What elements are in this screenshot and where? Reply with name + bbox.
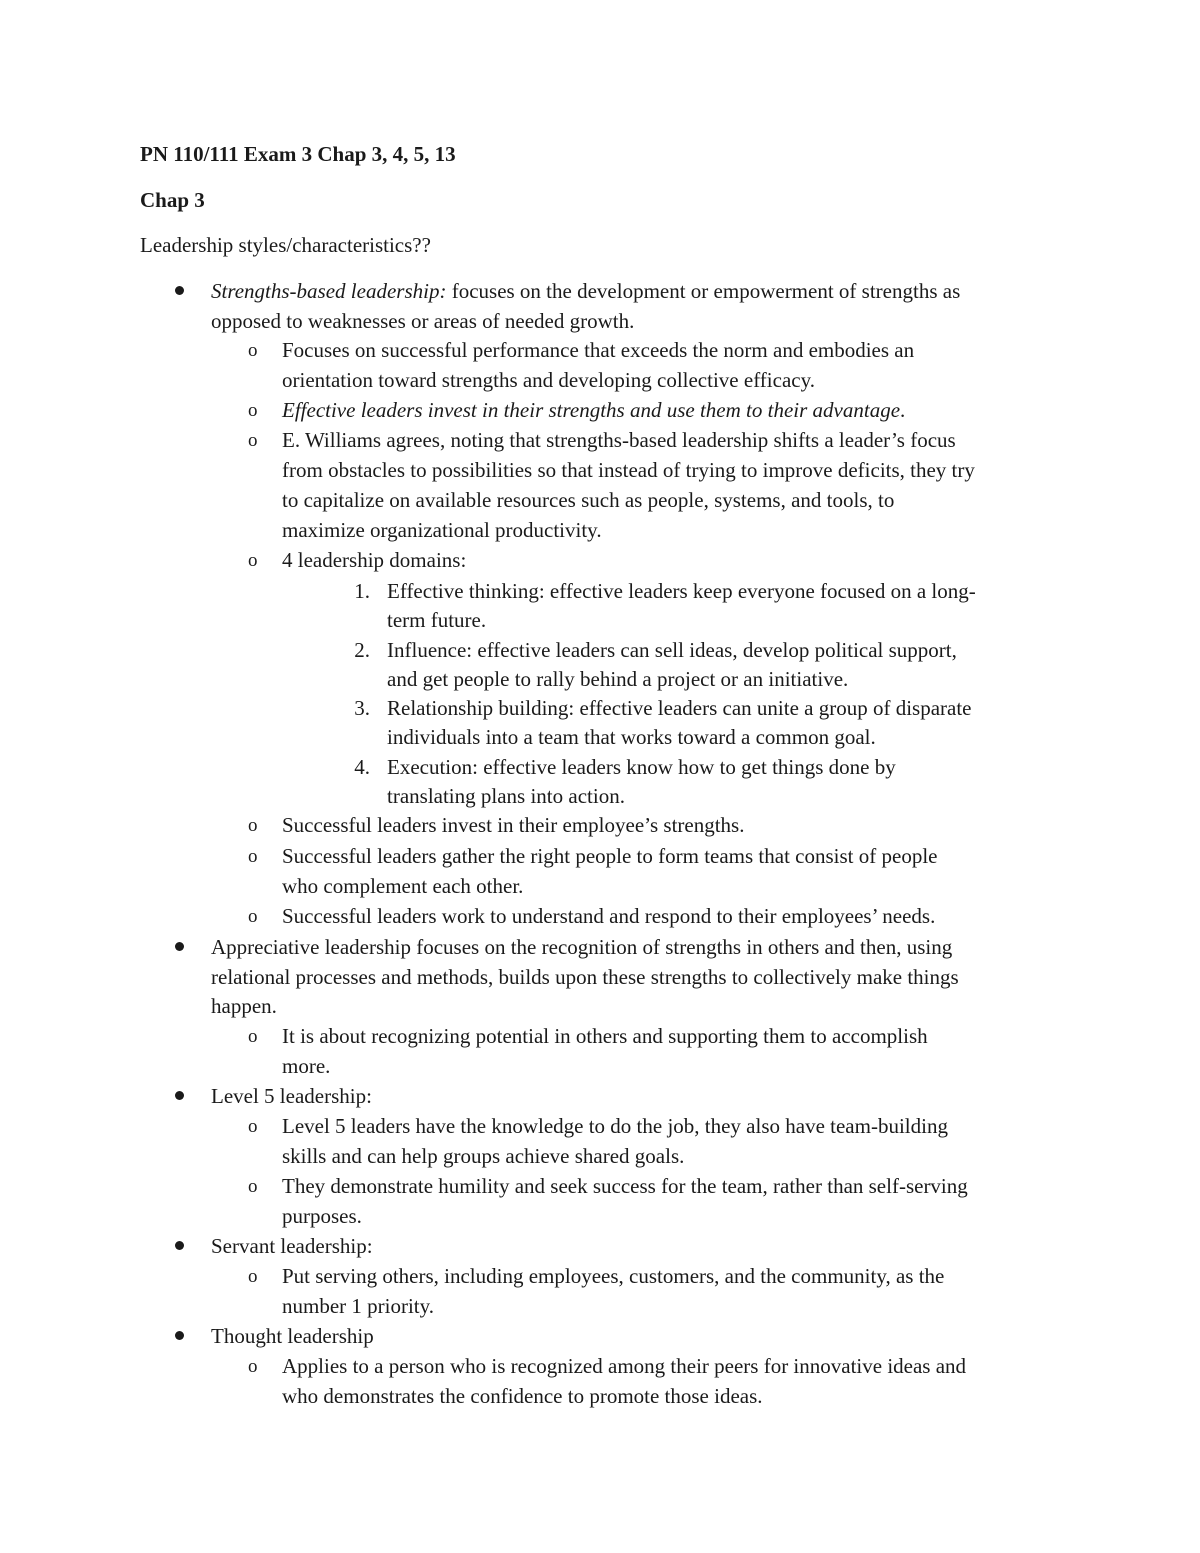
strengths-sub3-line-1: E. Williams agrees, noting that strengths-based leadership shifts a leader’s focus — [282, 428, 956, 452]
strengths-def-line-1 — [211, 276, 960, 306]
domain-number-2: 2. — [354, 638, 370, 662]
strengths-def-line-2: opposed to weaknesses or areas of needed growth. — [211, 309, 635, 333]
domain-number-3: 3. — [354, 696, 370, 720]
domain-4-line-1: Execution: effective leaders know how to get things done by — [387, 755, 896, 779]
bullet-icon — [175, 942, 184, 951]
appreciative-sub1-line-2: more. — [282, 1054, 331, 1078]
servant-sub1-line-1: Put serving others, including employees, customers, and the community, as the — [282, 1264, 945, 1288]
sub-bullet-icon: o — [248, 550, 258, 571]
domain-2-line-1: Influence: effective leaders can sell ideas, develop political support, — [387, 638, 957, 662]
sub-bullet-icon: o — [248, 340, 258, 361]
domain-number-4: 4. — [354, 755, 370, 779]
document-title: PN 110/111 Exam 3 Chap 3, 4, 5, 13 — [140, 142, 456, 166]
bullet-icon — [175, 1091, 184, 1100]
appreciative-line-1: Appreciative leadership focuses on the recognition of strengths in others and then, using — [211, 935, 953, 959]
sub-bullet-icon: o — [248, 400, 258, 421]
bullet-icon — [175, 1331, 184, 1340]
strengths-sub5: Successful leaders invest in their employee’s strengths. — [282, 813, 745, 837]
intro-text: Leadership styles/characteristics?? — [140, 233, 431, 257]
chapter-heading: Chap 3 — [140, 188, 205, 212]
domain-1-line-2: term future. — [387, 608, 487, 632]
strengths-def-text: focuses on the development or empowerment of strengths as — [446, 279, 961, 303]
strengths-sub2 — [282, 395, 905, 425]
strengths-sub2-text: Effective leaders invest in their strengths and use them to their advantage — [282, 398, 901, 422]
sub-bullet-icon: o — [248, 815, 258, 836]
level5-sub2-line-2: purposes. — [282, 1204, 362, 1228]
sub-bullet-icon: o — [248, 1116, 258, 1137]
thought-sub1-line-2: who demonstrates the confidence to promote those ideas. — [282, 1384, 763, 1408]
strengths-sub3-line-4: maximize organizational productivity. — [282, 518, 602, 542]
level5-sub1-line-1: Level 5 leaders have the knowledge to do the job, they also have team-building — [282, 1114, 948, 1138]
domain-3-line-1: Relationship building: effective leaders can unite a group of disparate — [387, 696, 972, 720]
strengths-sub6-line-1: Successful leaders gather the right people to form teams that consist of people — [282, 844, 938, 868]
sub-bullet-icon: o — [248, 846, 258, 867]
sub-bullet-icon: o — [248, 430, 258, 451]
appreciative-line-2: relational processes and methods, builds upon these strengths to collectively make things — [211, 965, 959, 989]
strengths-sub7: Successful leaders work to understand and respond to their employees’ needs. — [282, 904, 936, 928]
domain-2-line-2: and get people to rally behind a project or an initiative. — [387, 667, 849, 691]
strengths-sub3-line-2: from obstacles to possibilities so that instead of trying to improve deficits, they try — [282, 458, 975, 482]
thought-sub1-line-1: Applies to a person who is recognized among their peers for innovative ideas and — [282, 1354, 967, 1378]
domain-number-1: 1. — [354, 579, 370, 603]
level5-heading: Level 5 leadership: — [211, 1084, 372, 1108]
bullet-icon — [175, 1241, 184, 1250]
sub-bullet-icon: o — [248, 1026, 258, 1047]
strengths-sub3-line-3: to capitalize on available resources such as people, systems, and tools, to — [282, 488, 895, 512]
level5-sub1-line-2: skills and can help groups achieve shared goals. — [282, 1144, 685, 1168]
domain-3-line-2: individuals into a team that works toward a common goal. — [387, 725, 876, 749]
servant-sub1-line-2: number 1 priority. — [282, 1294, 435, 1318]
strengths-sub1-line-1: Focuses on successful performance that exceeds the norm and embodies an — [282, 338, 915, 362]
domain-1-line-1: Effective thinking: effective leaders keep everyone focused on a long- — [387, 579, 976, 603]
appreciative-line-3: happen. — [211, 994, 277, 1018]
domain-4-line-2: translating plans into action. — [387, 784, 625, 808]
thought-heading: Thought leadership — [211, 1324, 374, 1348]
strengths-sub6-line-2: who complement each other. — [282, 874, 524, 898]
sub-bullet-icon: o — [248, 1176, 258, 1197]
strengths-sub2-end: . — [900, 398, 906, 422]
appreciative-sub1-line-1: It is about recognizing potential in others and supporting them to accomplish — [282, 1024, 928, 1048]
sub-bullet-icon: o — [248, 1356, 258, 1377]
sub-bullet-icon: o — [248, 906, 258, 927]
level5-sub2-line-1: They demonstrate humility and seek success for the team, rather than self-serving — [282, 1174, 968, 1198]
bullet-icon — [175, 286, 184, 295]
servant-heading: Servant leadership: — [211, 1234, 373, 1258]
sub-bullet-icon: o — [248, 1266, 258, 1287]
strengths-sub4: 4 leadership domains: — [282, 548, 467, 572]
strengths-term: Strengths-based leadership: — [211, 279, 447, 303]
strengths-sub1-line-2: orientation toward strengths and developing collective efficacy. — [282, 368, 815, 392]
